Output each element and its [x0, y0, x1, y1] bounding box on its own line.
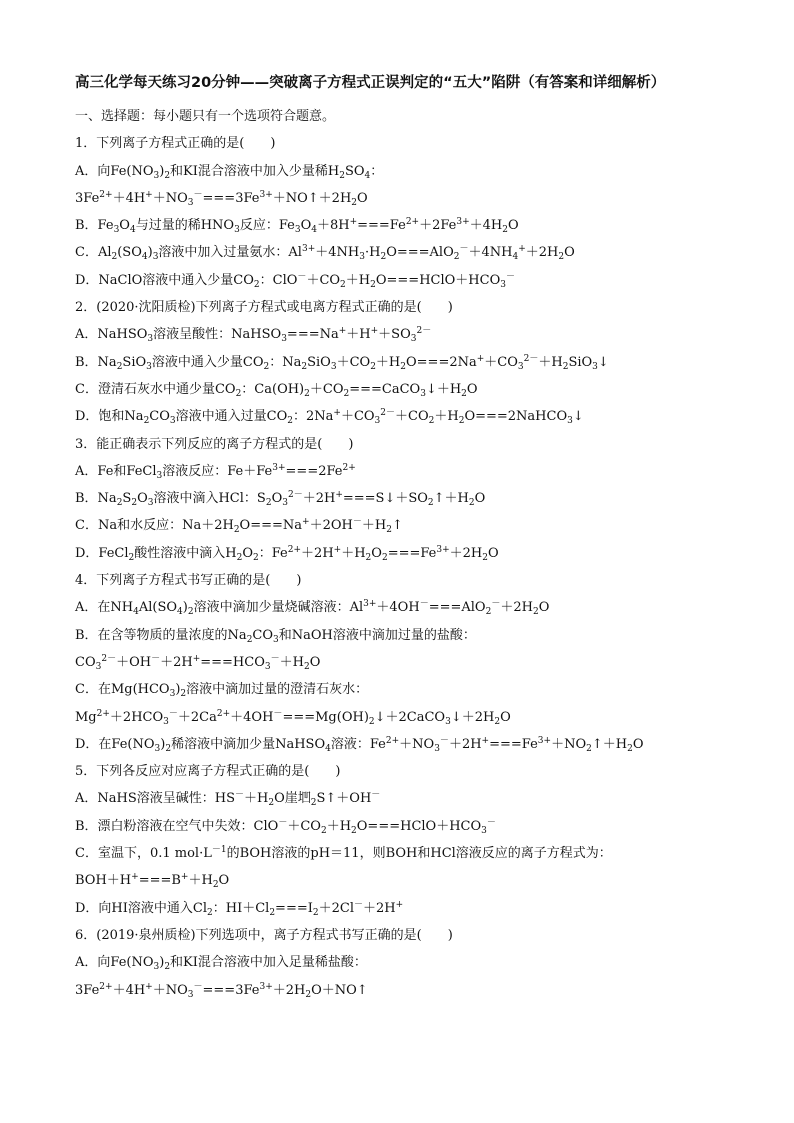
text-line: B．在含等物质的量浓度的$Na_2CO_3$和NaOH溶液中滴加过量的盐酸： [75, 627, 476, 645]
text-line: D．NaClO溶液中通入少量$CO_2$：$ClO^-+CO_2+H_2O===HClO+HCO_3^-$ [75, 271, 515, 290]
text-line: 2．(2020·沈阳质检)下列离子方程式或电离方程式正确的是( ) [75, 300, 453, 316]
text-line: A．Fe和FeCl$_3$溶液反应：$Fe+Fe^{3+}===2Fe^{2+}$ [75, 462, 356, 481]
text-line: D．在$Fe(NO_3)_2$稀溶液中滴加少量NaHSO$_4$溶液：$Fe^{2+}+NO_3^-+2H^+===Fe^{3+}+NO_2↑+H_2O$ [75, 735, 644, 754]
text-line: B．$Na_2S_2O_3$溶液中滴入HCl：$S_2O_3^{2-}+2H^+===S↓+SO_2↑+H_2O$ [75, 490, 486, 509]
text-line: 一、选择题：每小题只有一个选项符合题意。 [75, 109, 336, 124]
text-line: C．澄清石灰水中通少量$CO_2$：$Ca(OH)_2+CO_2===CaCO_3↓+H_2O$ [75, 381, 478, 399]
text-line: D．FeCl$_2$酸性溶液中滴入$H_2O_2$：$Fe^{2+}+2H^++H_2O_2===Fe^{3+}+2H_2O$ [75, 544, 499, 563]
text-line: A．向$Fe(NO_3)_2$和KI混合溶液中加入足量稀盐酸： [75, 955, 367, 973]
text-line: A．NaHS溶液呈碱性：$HS^-+H_2O$崖垇$_2$S↑＋OH－ [75, 790, 381, 809]
text-line: C．Na和水反应：$Na+2H_2O===Na^++2OH^-+H_2↑$ [75, 517, 403, 536]
text-line: $BOH+H^+===B^++H_2O$ [75, 872, 230, 891]
document-title: 高三化学每天练习20分钟——突破离子方程式正误判定的“五大”陷阱（有答案和详细解析） [75, 75, 666, 91]
text-line: B．$Fe_3O_4$与过量的稀$HNO_3$反应：$Fe_3O_4+8H^+===Fe^{2+}+2Fe^{3+}+4H_2O$ [75, 217, 519, 236]
text-line: C．在$Mg(HCO_3)_2$溶液中滴加过量的澄清石灰水： [75, 682, 369, 700]
text-line: $CO_3^{2-}+OH^-+2H^+===HCO_3^-+H_2O$ [75, 653, 321, 672]
text-line: 6．(2019·泉州质检)下列选项中，离子方程式书写正确的是( ) [75, 927, 453, 943]
text-line: 4．下列离子方程式书写正确的是( ) [75, 573, 302, 589]
text-line: C．室温下，0.1 $mol\cdot L^{-1}$的BOH溶液的pH＝11，则BOH和HCl溶液反应的离子方程式为： [75, 845, 612, 862]
text-line: $3Fe^{2+}+4H^++NO_3^-===3Fe^{3+}+NO↑+2H_2O$ [75, 189, 368, 208]
text-line: A．NaHSO$_3$溶液呈酸性：$NaHSO_3===Na^++H^++SO_3^{2-}$ [75, 326, 432, 345]
text-line: 3．能正确表示下列反应的离子方程式的是( ) [75, 436, 354, 452]
text-line: B．$Na_2SiO_3$溶液中通入少量$CO_2$：$Na_2SiO_3+CO_2+H_2O===2Na^++CO_3^{2-}+H_2SiO_3↓$ [75, 353, 609, 372]
text-line: A．在$NH_4Al(SO_4)_2$溶液中滴加少量烧碱溶液：$Al^{3+}+4OH^-===AlO_2^-+2H_2O$ [75, 599, 550, 618]
text-line: 1．下列离子方程式正确的是( ) [75, 136, 276, 152]
text-line: A．向$Fe(NO_3)_2$和KI混合溶液中加入少量稀$H_2SO_4$： [75, 163, 384, 181]
text-line: B．漂白粉溶液在空气中失效：$ClO^-+CO_2+H_2O===HClO+HCO_3^-$ [75, 817, 496, 836]
text-line: D．向HI溶液中通入$Cl_2$：$HI+Cl_2===I_2+2Cl^-+2H^+$ [75, 899, 404, 918]
text-line: D．饱和$Na_2CO_3$溶液中通入过量$CO_2$：$2Na^++CO_3^{2-}+CO_2+H_2O===2NaHCO_3↓$ [75, 408, 584, 427]
text-line: C．$Al_2(SO_4)_3$溶液中加入过量氨水：$Al^{3+}+4NH_3\cdot H_2O===AlO_2^-+4NH_4^++2H_2O$ [75, 244, 575, 263]
text-line: $3Fe^{2+}+4H^++NO_3^-===3Fe^{3+}+2H_2O+NO↑$ [75, 981, 368, 1000]
question-list [75, 103, 734, 1004]
text-line: $Mg^{2+}+2HCO_3^-+2Ca^{2+}+4OH^-===Mg(OH)_2↓+2CaCO_3↓+2H_2O$ [75, 708, 511, 727]
text-line: 5．下列各反应对应离子方程式正确的是( ) [75, 764, 341, 780]
